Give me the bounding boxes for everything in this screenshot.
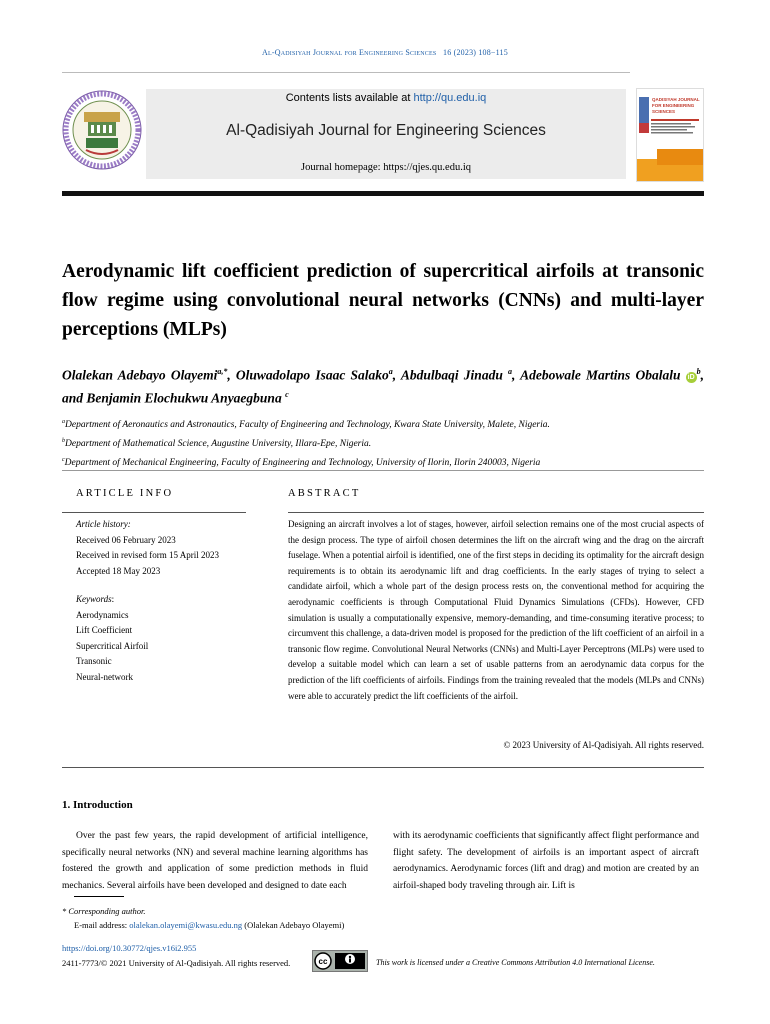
university-logo-icon (62, 90, 142, 170)
author-name: Oluwadolapo Isaac Salako (235, 367, 389, 383)
journal-banner (62, 78, 704, 188)
contents-prefix: Contents lists available at (285, 92, 411, 104)
article-info-heading: ARTICLE INFO (76, 488, 174, 499)
author-sup: c (285, 389, 289, 399)
affiliation: $^c$Department of Mechanical Engineering, Faculty of Engineering and Technology, University of Ilorin, Ilorin 240003, Nigeria (62, 457, 541, 469)
author-list: Olalekan Adebayo Olayemi$^{a,*}$, Oluwadolapo Isaac Salako$^a$, Abdulbaqi Jinadu $^a$, Adebowale Martins Obalalu $iD^b$, and Benjamin Elochukwu Anyaegbuna $^c$ (62, 367, 705, 405)
author-name: Olalekan Adebayo Olayemi (62, 367, 218, 383)
author-name: Abdulbaqi Jinadu (400, 367, 503, 383)
keywords-label: Keywords (76, 594, 112, 604)
abstract-text: Designing an aircraft involves a lot of stages, however, airfoil selection remains one of the most crucial aspects of the design process. The type of airfoil chosen determines the lift on the aircraft wing and the drag on the aircraft fuselage. When a potential airfoil is identified, one of the first steps in deciding its optimality for the aircraft design requirements is to obtain its aerodynamic lift and drag coefficients. In the early stages of trying to select a candidate airfoil, which a whole part of the design process rests on, the conventional method for acquiring the aerodynamic coefficients is through Computational Fluid Dynamics Simulations (CFDs). However, CFD simulation is usually a computationally expensive, memory-demanding, and time-consuming iterative process; to circumvent this challenge, a data-driven model is proposed for the prediction of the lift coefficient of an airfoil in a transonic flow regime. Convolutional Neural Networks (CNNs) and Multi-Layer Perceptrons (MLPs) were used to develop a suitable model which can learn a set of usable patterns from an aerodynamic data corpus for the prediction of the lift coefficients of airfoils. Findings from the training revealed that the models (MLPs and CNNs) were able to accurately predict the lift coefficients of the airfoil. (288, 519, 704, 701)
history-item: Received 06 February 2023 (76, 534, 176, 545)
running-head-journal: Al-Qadisiyah Journal for Engineering Sciences (262, 48, 437, 57)
introduction-left-column: Over the past few years, the rapid development of artificial intelligence, specifically neural networks (NN) and several machine learning algorithms has fostered the growth and application of some prediction methods in fluid mechanics. Several airfoils have been developed and designed to date each (62, 831, 368, 891)
author-name: Benjamin Elochukwu Anyaegbuna (86, 390, 282, 405)
author-sup: a (388, 367, 393, 376)
corresponding-author-note: * Corresponding author. (62, 906, 146, 916)
header-divider (62, 72, 630, 73)
contents-link[interactable]: http://qu.edu.iq (413, 92, 487, 104)
history-item: Received in revised form 15 April 2023 (76, 550, 219, 560)
keyword-item: Lift Coefficient (76, 625, 133, 635)
keyword-item: Transonic (76, 656, 112, 666)
email-link[interactable]: olalekan.olayemi@kwasu.edu.ng (129, 920, 243, 930)
author-sup: a (508, 367, 513, 376)
issn-copyright: 2411-7773/© 2021 University of Al-Qadisiyah. All rights reserved. (62, 958, 291, 968)
history-label: Article history: (76, 519, 131, 529)
author-name: Adebowale Martins Obalalu (520, 367, 681, 383)
cover-text: QADISIYAH JOURNAL FOR ENGINEERING SCIENCES (652, 97, 700, 114)
running-head (0, 48, 770, 57)
affiliations (62, 414, 704, 471)
author-sup: a,* (217, 367, 228, 376)
creative-commons-badge-icon[interactable] (312, 950, 368, 972)
footnote (62, 904, 344, 932)
abstract-copyright: © 2023 University of Al-Qadisiyah. All rights reserved. (503, 740, 704, 750)
email-owner: (Olalekan Adebayo Olayemi) (244, 920, 345, 930)
email-label: E-mail address: (74, 920, 128, 930)
banner-divider (62, 191, 704, 196)
history-item: Accepted 18 May 2023 (76, 565, 161, 576)
journal-title: Al-Qadisiyah Journal for Engineering Sciences (226, 122, 546, 139)
running-head-citation: 16 (2023) 108−115 (443, 48, 508, 57)
affiliation: $^a$Department of Aeronautics and Astronautics, Faculty of Engineering and Technology, Kwara State University, Malete, Nigeria. (62, 419, 550, 431)
svg-text:cc: cc (318, 957, 328, 966)
abstract-divider (62, 767, 704, 768)
orcid-icon[interactable]: iD (687, 373, 695, 381)
journal-cover-thumbnail (636, 88, 704, 182)
article-history (76, 517, 256, 579)
abstract-rule (288, 512, 704, 513)
keywords-block: Keywords: Aerodynamics Lift Coefficient Supercritical Airfoil Transonic Neural-network (76, 592, 256, 685)
article-title: Aerodynamic lift coefficient prediction of supercritical airfoils at transonic flow regime using convolutional neural networks (CNNs) and multi-layer perceptions (MLPs) (62, 261, 704, 340)
footnote-rule (74, 896, 124, 897)
introduction-heading: 1. Introduction (62, 799, 133, 811)
license-text: This work is licensed under a Creative Commons Attribution 4.0 International License. (376, 958, 655, 967)
cc-by-icon (313, 951, 367, 971)
keyword-item: Supercritical Airfoil (76, 640, 149, 651)
banner-info-box (146, 89, 626, 179)
doi-link[interactable]: https://doi.org/10.30772/qjes.v16i2.955 (62, 943, 197, 953)
affiliation: $^b$Department of Mathematical Science, Augustine University, Illara-Epe, Nigeria. (62, 438, 372, 450)
author-sup: b (696, 367, 701, 376)
journal-homepage: Journal homepage: https://qjes.qu.edu.iq (300, 162, 471, 173)
abstract-heading: ABSTRACT (288, 488, 361, 499)
introduction-right-column: with its aerodynamic coefficients that significantly affect flight performance and flight safety. The development of airfoils is an important aspect of aircraft aerodynamics. Aerodynamic forces (lift and drag) and motion are created by an airfoil-shaped body traveling through air. Lift is (393, 831, 699, 891)
keyword-item: Aerodynamics (76, 609, 129, 620)
affiliation-divider (62, 470, 704, 471)
article-info-rule (62, 512, 246, 513)
keyword-item: Neural-network (76, 671, 133, 682)
contents-line (146, 92, 626, 104)
